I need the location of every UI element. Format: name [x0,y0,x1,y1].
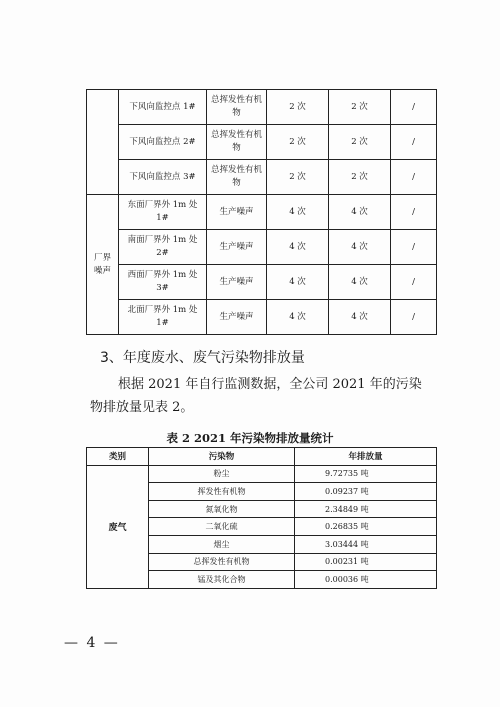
header-category: 类别 [87,448,149,466]
frequency-a: 2 次 [267,125,329,160]
header-amount: 年排放量 [295,448,437,466]
remark: / [391,125,437,160]
frequency-a: 2 次 [267,90,329,125]
frequency-b: 4 次 [329,265,391,300]
amount: 0.09237 吨 [295,483,437,501]
amount: 0.26835 吨 [295,518,437,536]
monitor-item: 生产噪声 [207,300,267,335]
monitor-point: 北面厂界外 1m 处 1# [119,300,207,335]
pollutant: 氮氧化物 [149,500,295,518]
monitor-point: 东面厂界外 1m 处 1# [119,195,207,230]
remark: / [391,300,437,335]
group-cell-empty [87,90,119,195]
pollutant: 粉尘 [149,465,295,483]
frequency-b: 4 次 [329,230,391,265]
body-paragraph: 根据 2021 年自行监测数据，全公司 2021 年的污染物排放量见表 2。 [90,377,422,415]
frequency-b: 2 次 [329,125,391,160]
frequency-b: 2 次 [329,90,391,125]
pollutant: 挥发性有机物 [149,483,295,501]
table-row [87,465,437,483]
remark: / [391,160,437,195]
table-row [87,160,437,195]
monitor-point: 南面厂界外 1m 处 2# [119,230,207,265]
frequency-a: 4 次 [267,300,329,335]
table-row [87,300,437,335]
remark: / [391,230,437,265]
monitor-point: 西面厂界外 1m 处 3# [119,265,207,300]
table-row [87,230,437,265]
amount: 9.72735 吨 [295,465,437,483]
monitor-point: 下风向监控点 1# [119,90,207,125]
table-row [87,125,437,160]
category-cell: 废气 [87,465,149,588]
monitor-item: 生产噪声 [207,230,267,265]
frequency-a: 4 次 [267,265,329,300]
table-caption: 表 2 2021 年污染物排放量统计 [166,431,334,445]
amount: 2.34849 吨 [295,500,437,518]
page-number: — 4 — [64,635,120,651]
table-header-row [87,448,437,466]
remark: / [391,195,437,230]
header-pollutant: 污染物 [149,448,295,466]
frequency-b: 4 次 [329,300,391,335]
remark: / [391,265,437,300]
table-row [87,265,437,300]
monitor-point: 下风向监控点 3# [119,160,207,195]
pollutant: 总挥发性有机物 [149,553,295,571]
amount: 0.00231 吨 [295,553,437,571]
pollutant: 二氧化硫 [149,518,295,536]
section-heading: 3、年度废水、废气污染物排放量 [100,350,305,366]
pollutant: 锰及其化合物 [149,571,295,589]
monitor-item: 总挥发性有机物 [207,160,267,195]
frequency-a: 4 次 [267,195,329,230]
monitor-item: 生产噪声 [207,195,267,230]
remark: / [391,90,437,125]
amount: 3.03444 吨 [295,535,437,553]
monitoring-table [86,89,437,335]
monitor-item: 总挥发性有机物 [207,125,267,160]
amount: 0.00036 吨 [295,571,437,589]
monitor-item: 生产噪声 [207,265,267,300]
frequency-b: 2 次 [329,160,391,195]
pollutant: 烟尘 [149,535,295,553]
monitor-point: 下风向监控点 2# [119,125,207,160]
table-row [87,90,437,125]
group-cell-noise: 厂界噪声 [87,195,119,335]
frequency-a: 4 次 [267,230,329,265]
monitor-item: 总挥发性有机物 [207,90,267,125]
frequency-b: 4 次 [329,195,391,230]
frequency-a: 2 次 [267,160,329,195]
emissions-table [86,447,437,589]
table-row [87,195,437,230]
